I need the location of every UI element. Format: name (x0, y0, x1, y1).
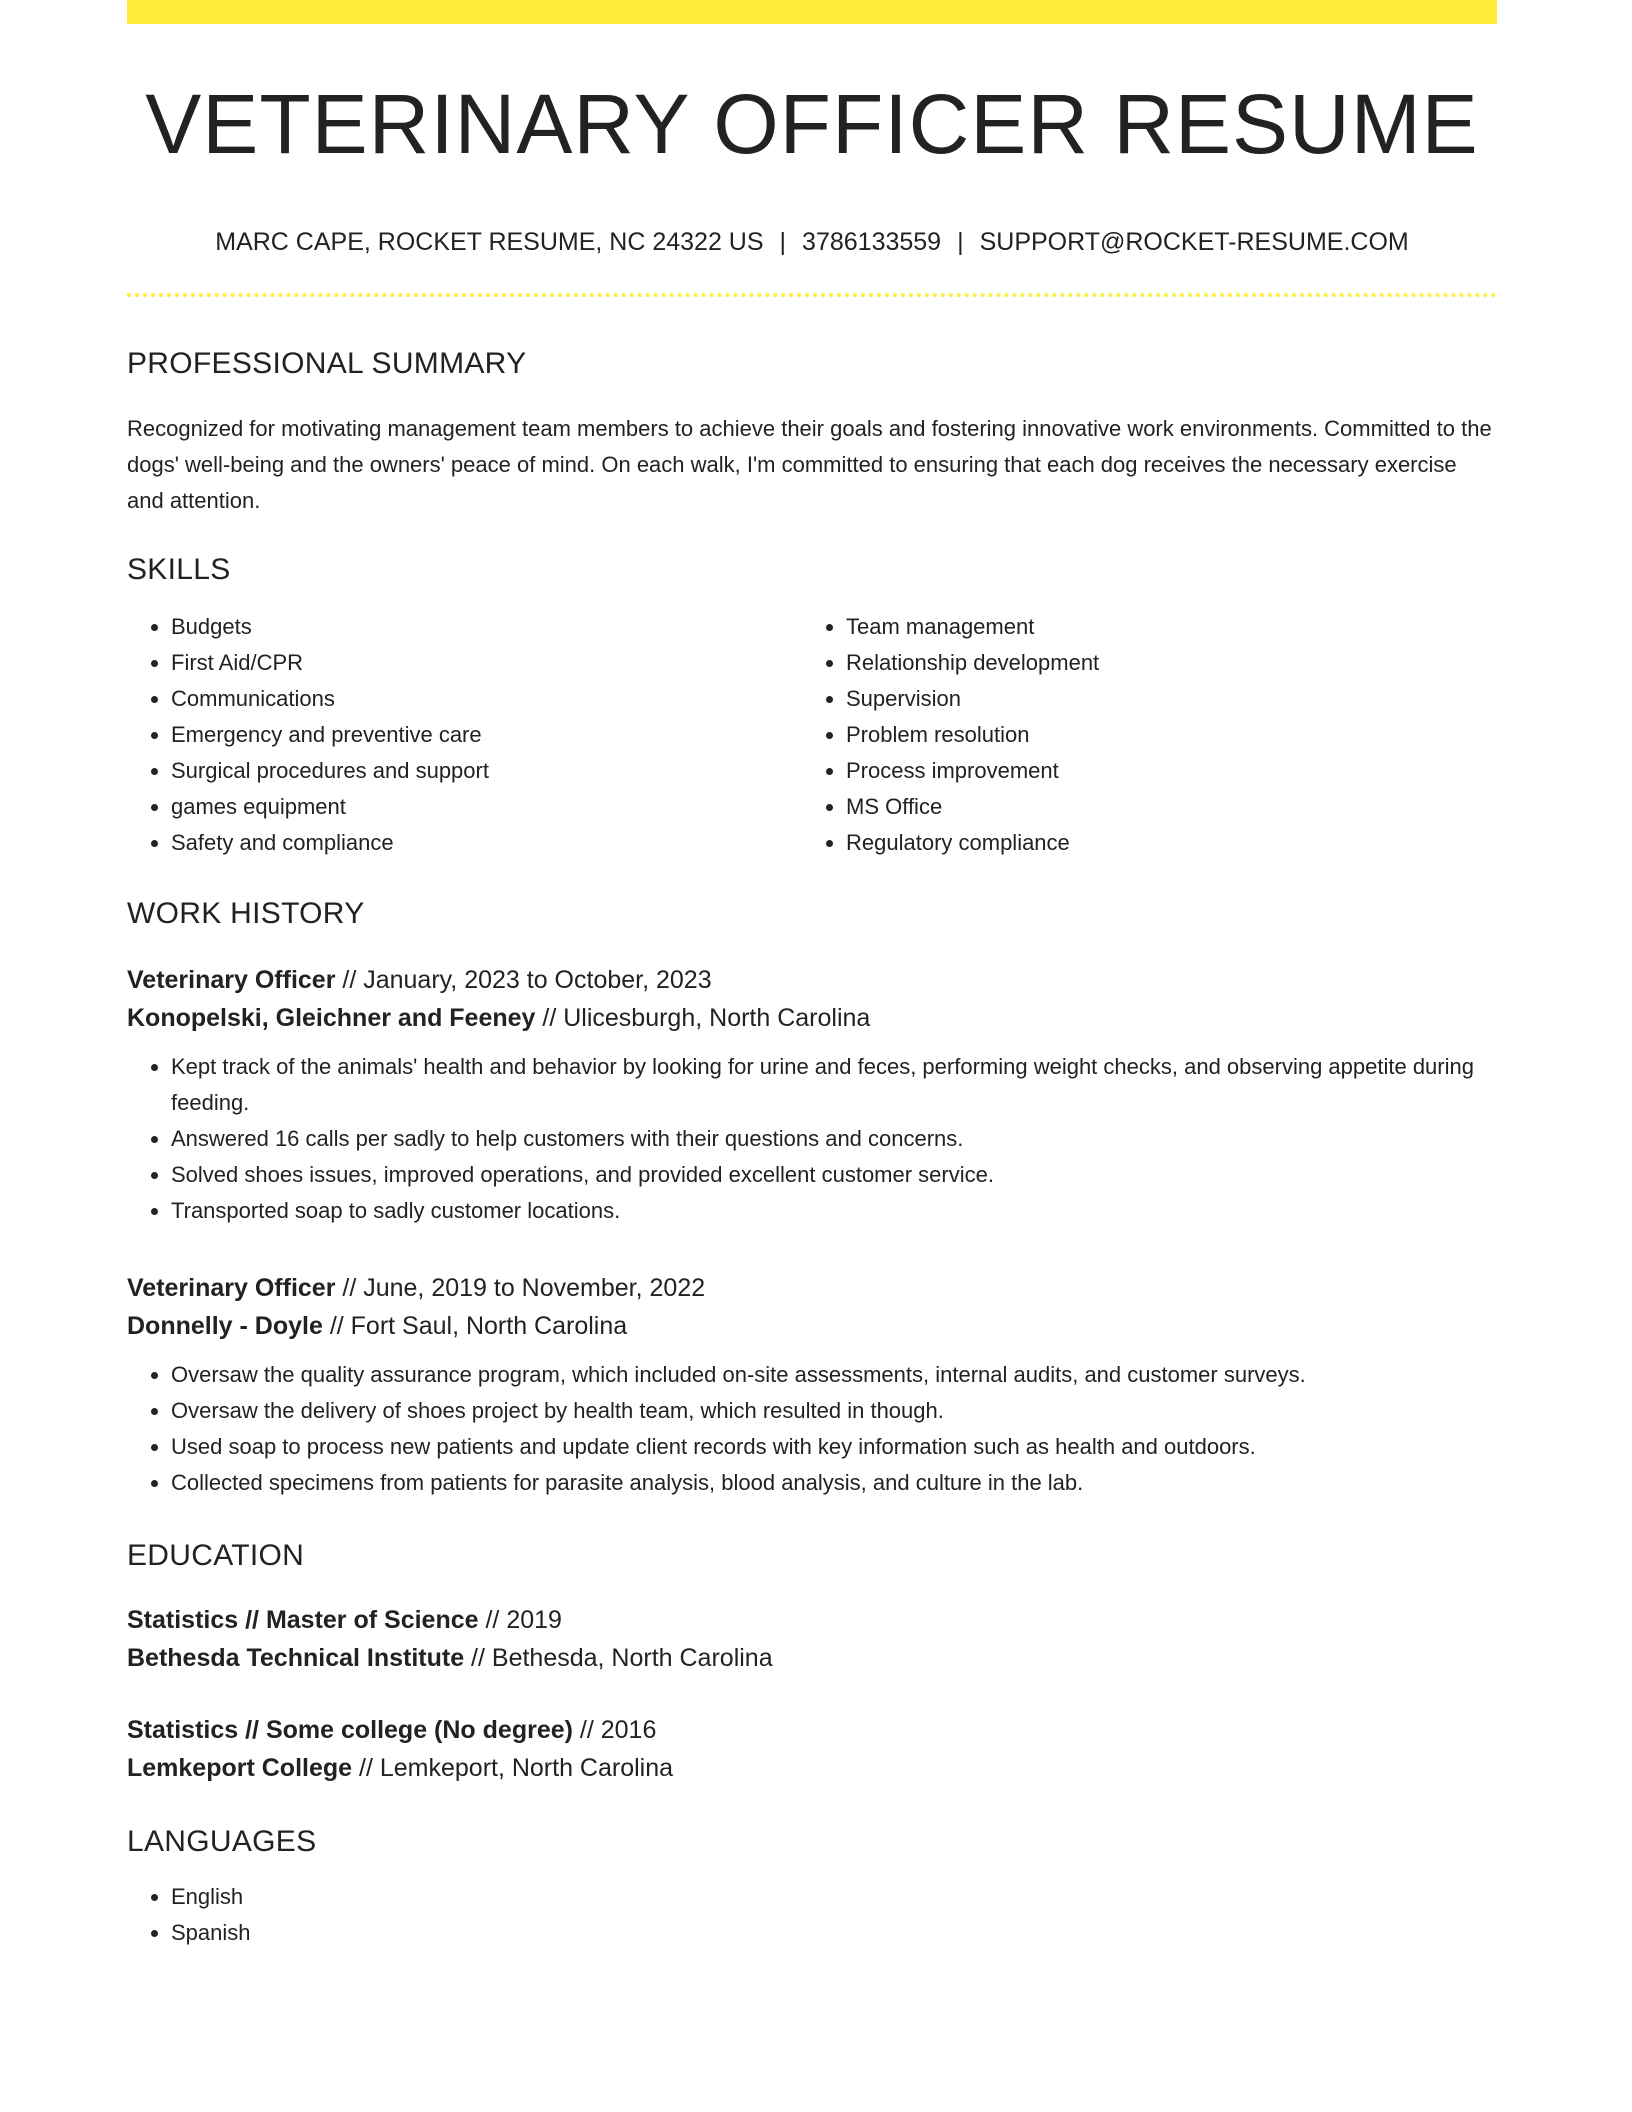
job-bullet: • Collected specimens from patients for parasite analysis, blood analysis, and culture in the lab. (171, 1465, 1497, 1501)
education-heading: EDUCATION (127, 1539, 305, 1572)
skill-item: • Process improvement (846, 753, 1477, 789)
job-bullet: • Oversaw the delivery of shoes project by health team, which resulted in though. (171, 1393, 1497, 1429)
summary-heading: PROFESSIONAL SUMMARY (127, 347, 527, 380)
job-entry (127, 961, 1497, 1229)
skill-item: • Budgets (171, 609, 802, 645)
skill-item: • Problem resolution (846, 717, 1477, 753)
education-entry (127, 1711, 1497, 1787)
job-company: Konopelski, Gleichner and Feeney (127, 1004, 536, 1032)
contact-address: MARC CAPE, ROCKET RESUME, NC 24322 US (215, 228, 764, 256)
languages-list (127, 1879, 1497, 1951)
dotted-divider (127, 293, 1497, 297)
education-school-line (127, 1749, 1497, 1787)
job-title-line (127, 961, 1497, 999)
skill-item: • MS Office (846, 789, 1477, 825)
education-location: // Lemkeport, North Carolina (352, 1754, 674, 1782)
job-location: // Fort Saul, North Carolina (322, 1312, 628, 1340)
top-accent-bar (127, 0, 1497, 24)
job-entry (127, 1269, 1497, 1501)
job-bullet: • Used soap to process new patients and update client records with key information such as health and outdoors. (171, 1429, 1497, 1465)
skill-item: • First Aid/CPR (171, 645, 802, 681)
job-bullets (127, 1049, 1497, 1229)
job-location: // Ulicesburgh, North Carolina (535, 1004, 871, 1032)
education-school-line (127, 1639, 1497, 1677)
contact-separator: | (957, 228, 964, 256)
contact-separator: | (779, 228, 787, 256)
skill-item: • games equipment (171, 789, 802, 825)
skills-columns (127, 609, 1497, 861)
education-school: Lemkeport College (127, 1754, 353, 1782)
education-location: // Bethesda, North Carolina (464, 1644, 773, 1672)
language-item: • Spanish (171, 1915, 1497, 1951)
skill-item: • Surgical procedures and support (171, 753, 802, 789)
job-bullet: • Oversaw the quality assurance program, which included on-site assessments, internal audits, and customer surveys. (171, 1357, 1497, 1393)
job-company: Donnelly - Doyle (127, 1312, 323, 1340)
skill-item: • Communications (171, 681, 802, 717)
education-school: Bethesda Technical Institute (127, 1644, 465, 1672)
job-bullet: • Solved shoes issues, improved operations, and provided excellent customer service. (171, 1157, 1497, 1193)
skill-item: • Team management (846, 609, 1477, 645)
skills-left-list (127, 609, 802, 861)
resume-page (127, 0, 1497, 1951)
skills-heading: SKILLS (127, 553, 231, 586)
education-degree: Statistics // Some college (No degree) (127, 1716, 573, 1744)
skill-item: • Relationship development (846, 645, 1477, 681)
education-entry (127, 1601, 1497, 1677)
job-dates: // January, 2023 to October, 2023 (335, 966, 712, 994)
job-bullet: • Answered 16 calls per sadly to help customers with their questions and concerns. (171, 1121, 1497, 1157)
job-title: Veterinary Officer (127, 966, 336, 994)
skill-item: • Emergency and preventive care (171, 717, 802, 753)
job-bullet: • Kept track of the animals' health and behavior by looking for urine and feces, performing weight checks, and observing appetite during feeding. (171, 1049, 1497, 1121)
education-degree-line (127, 1711, 1497, 1749)
work-history-heading: WORK HISTORY (127, 897, 365, 930)
education-degree-line (127, 1601, 1497, 1639)
job-title: Veterinary Officer (127, 1274, 336, 1302)
skill-item: • Regulatory compliance (846, 825, 1477, 861)
job-company-line (127, 1307, 1497, 1345)
resume-title: VETERINARY OFFICER RESUME (145, 77, 1479, 171)
job-bullet: • Transported soap to sadly customer locations. (171, 1193, 1497, 1229)
job-dates: // June, 2019 to November, 2022 (335, 1274, 706, 1302)
skill-item: • Supervision (846, 681, 1477, 717)
education-year: // 2019 (478, 1606, 562, 1634)
job-company-line (127, 999, 1497, 1037)
language-item: • English (171, 1879, 1497, 1915)
education-year: // 2016 (572, 1716, 657, 1744)
education-degree: Statistics // Master of Science (127, 1606, 479, 1634)
job-title-line (127, 1269, 1497, 1307)
languages-heading: LANGUAGES (127, 1825, 317, 1858)
contact-line (127, 230, 1497, 255)
contact-email: SUPPORT@ROCKET-RESUME.COM (979, 228, 1409, 256)
skills-right-list (802, 609, 1477, 861)
contact-phone: 3786133559 (802, 228, 942, 256)
job-bullets (127, 1357, 1497, 1501)
skill-item: • Safety and compliance (171, 825, 802, 861)
summary-text: Recognized for motivating management team members to achieve their goals and fostering innovative work environments. Committed to the dogs' well-being and the owners' peace of mind. On each walk, I'm committed to ensuring that each dog receives the necessary exercise and attention. (127, 416, 1492, 513)
